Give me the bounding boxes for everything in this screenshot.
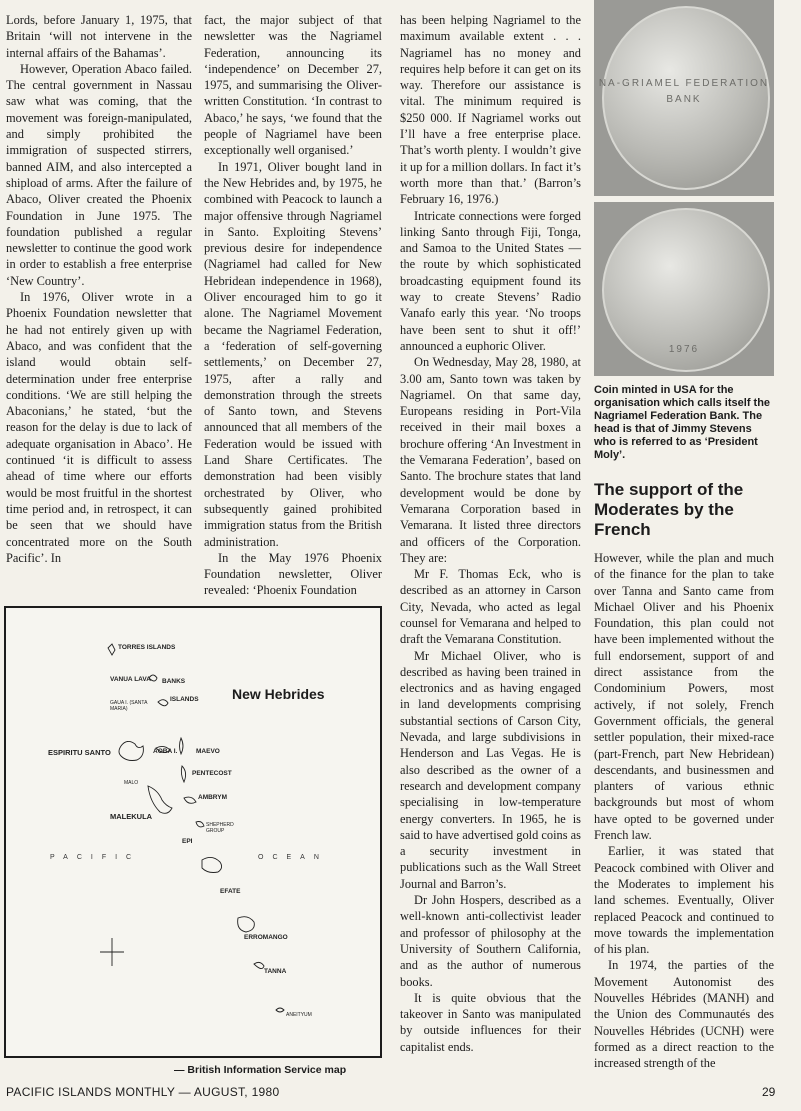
map-label-erromango: ERROMANGO — [244, 934, 288, 941]
map-label-banks: BANKS — [162, 678, 186, 685]
map-label-tanna: TANNA — [264, 968, 287, 975]
map-label-shepherd: SHEPHERD GROUP — [206, 822, 234, 834]
map-label-vanua-lava: VANUA LAVA — [110, 676, 151, 683]
map-label-aneityum: ANEITYUM — [286, 1012, 312, 1018]
map-label-ocean: OCEAN — [258, 854, 328, 861]
article-column-1 — [6, 12, 192, 566]
new-hebrides-map — [4, 606, 382, 1058]
article-column-2 — [204, 12, 382, 599]
article-column-4 — [594, 0, 774, 1072]
coin-photo-front — [594, 0, 774, 196]
paragraph: In 1971, Oliver bought land in the New Hebrides and, by 1975, he combined with Peacock to launch a major offensive through Nagriamel in Santo. Exploiting Stevens’ previous desire for independence (Nagriamel had called for New Hebridean independence in 1968), Oliver encouraged him to go it alone. The Nagriamel Movement became the Nagriamel Federation, a ‘federation of self-governing settlements,’ on December 27, 1975, after a rally and demonstration through the streets of Santo town, and Stevens announced that all members of the Federation would be issued with Land Share Certificates. The demonstration had been visibly orchestrated by Oliver, who subsequently gained prohibited immigration status from the British administration. — [204, 159, 382, 549]
coin-photo-back — [594, 202, 774, 376]
paragraph: In 1976, Oliver wrote in a Phoenix Foundation newsletter that he had not entirely given up with Abaco, and was confident that the island would obtain self-determination under free enterprise conditions. ‘We are still helping the Abaconians,’ he stated, ‘but the reason for the delay is due to lack of adequate organisation in Abaco’. He continued ‘it is difficult to assess ahead of time where our efforts would be most fruitful in the shortest time period and, in retrospect, it can be seen that we should have concentrated more on the South Pacific’. In — [6, 290, 192, 565]
map-label-malekula: MALEKULA — [110, 812, 153, 821]
paragraph: Intricate connections were forged linking Santo through Fiji, Tonga, and Samoa to the United States — the route by which sophisticated broadcasting equipment found its way to create Stevens’ Radio Vanafo early this year. ‘No troops have been sent to shut it off!’ announced a euphoric Oliver. — [400, 208, 581, 353]
map-label-gaua: GAUA I. (SANTA MARIA) — [110, 700, 148, 712]
map-label-pentecost: PENTECOST — [192, 770, 232, 777]
footer-publication: PACIFIC ISLANDS MONTHLY — AUGUST, 1980 — [6, 1085, 280, 1099]
paragraph: Dr John Hospers, described as a well-known anti-collectivist leader and professor of philosophy at the University of Southern California, and as the author of numerous books. — [400, 893, 581, 989]
map-label-torres: TORRES ISLANDS — [118, 644, 176, 651]
paragraph: fact, the major subject of that newsletter was the Nagriamel Federation, announcing its ‘independence’ on December 27, 1975, and summarising the Oliver-written Constitution. ‘In contrast to Abaco,’ he says, ‘we found that the people of Nagriamel have been exceptionally well organised.’ — [204, 13, 382, 158]
paragraph: However, while the plan and much of the finance for the plan to take over Tanna and Santo came from Michael Oliver and his Phoenix Foundation, this plan could not have been implemented without the full endorsement, support of and direct assistance from the Condominium Powers, most actively, if not solely, French Government officials, the general settler population, their mixed-race (part-French, part New Hebridean) descendants, and businessmen and planters of various ethnic backgrounds but most of whom have opted to be governed under French law. — [594, 551, 774, 843]
map-label-efate: EFATE — [220, 888, 241, 895]
map-label-espiritu-santo: ESPIRITU SANTO — [48, 748, 111, 757]
section-body — [594, 550, 774, 1072]
map-label-maevo: MAEVO — [196, 748, 220, 755]
article-column-3 — [400, 12, 581, 1055]
photo-caption: Coin minted in USA for the organisation which calls itself the Nagriamel Federation Bank. The head is that of Jimmy Stevens who is referred to as ‘President Moly’. — [594, 384, 771, 461]
paragraph: It is quite obvious that the takeover in Santo was manipulated by outside influences for their capitalist ends. — [400, 990, 581, 1054]
map-label-malo: MALO — [124, 780, 139, 786]
paragraph: has been helping Nagriamel to the maximum available extent . . . Nagriamel has no money and requires help before it can get on its way. Therefore our assistance is vital. The minimum required is $250 000. If Nagriamel works out I’ll have a free enterprise place. That’s worth plenty. I wouldn’t give it up for a million dollars. In fact it’s worth more than that.’ (Barron’s February 16, 1976.) — [400, 13, 581, 207]
section-heading: The support of the Moderates by the French — [594, 480, 744, 539]
coin-date: 1976 — [668, 344, 700, 355]
map-title: New Hebrides — [232, 686, 325, 702]
paragraph: On Wednesday, May 28, 1980, at 3.00 am, Santo town was taken by Nagriamel. On that same day, Europeans residing in Port-Vila received in their mail boxes a brochure offering ‘An Investment in the Vemarana Federation’, based on Santo. The brochure states that land development would be done by Vemarana Corporation based in Vemarana. It listed three directors and officers of the Corporation. They are: — [400, 355, 581, 565]
map-label-aoba: AOBA I. — [153, 748, 178, 755]
map-label-ambrym: AMBRYM — [198, 794, 228, 801]
paragraph: Mr F. Thomas Eck, who is described as an attorney in Carson City, Nevada, who acted as legal counsel for Vemarana and helped to draft the Vemarana Constitution. — [400, 567, 581, 647]
map-credit: — British Information Service map — [174, 1064, 347, 1076]
coin-inscription: NA-GRIAMEL FEDERATION BANK — [598, 78, 770, 106]
map-label-epi: EPI — [182, 838, 193, 845]
paragraph: In 1974, the parties of the Movement Autonomist des Nouvelles Hébrides (MANH) and the Union des Communautés des Nouvelles Hébrides (UCNH) were formed as a direct reaction to the increased strength of the — [594, 958, 774, 1071]
paragraph: Mr Michael Oliver, who is described as having been trained in electronics and as having engaged in land developments comprising substantial sections of Carson City, Nevada, and large subdivisions in Henderson and Las Vegas. He is also described as the owner of a research and development company specialising in low-temperature energy converters. In 1965, he is said to have advertised gold coins as a security investment in publications such as the Wall Street Journal and Barron’s. — [400, 648, 581, 891]
paragraph: However, Operation Abaco failed. The central government in Nassau saw what was coming, that the movement was foreign-manipulated, and simply prohibited the immigration of suspected stirrers, banned AIM, and also intercepted a shipload of arms. After the failure of Abaco, Oliver created the Phoenix Foundation in June 1975. The foundation published a regular newsletter to continue the good work in order to establish a free enterprise ‘New Country’. — [6, 61, 192, 288]
map-islands-graphic — [6, 608, 380, 1056]
paragraph: In the May 1976 Phoenix Foundation newsletter, Oliver revealed: ‘Phoenix Foundation — [204, 550, 382, 598]
page-number: 29 — [762, 1085, 776, 1099]
map-label-pacific: PACIFIC — [50, 854, 141, 861]
map-label-islands: ISLANDS — [170, 696, 199, 703]
paragraph: Earlier, it was stated that Peacock combined with Oliver and the Moderates to implement his land schemes. Eventually, Oliver replaced Peacock and continued to move towards the implementation of his plan. — [594, 844, 774, 957]
paragraph: Lords, before January 1, 1975, that Britain ‘will not intervene in the internal affairs of the Bahamas’. — [6, 13, 192, 60]
